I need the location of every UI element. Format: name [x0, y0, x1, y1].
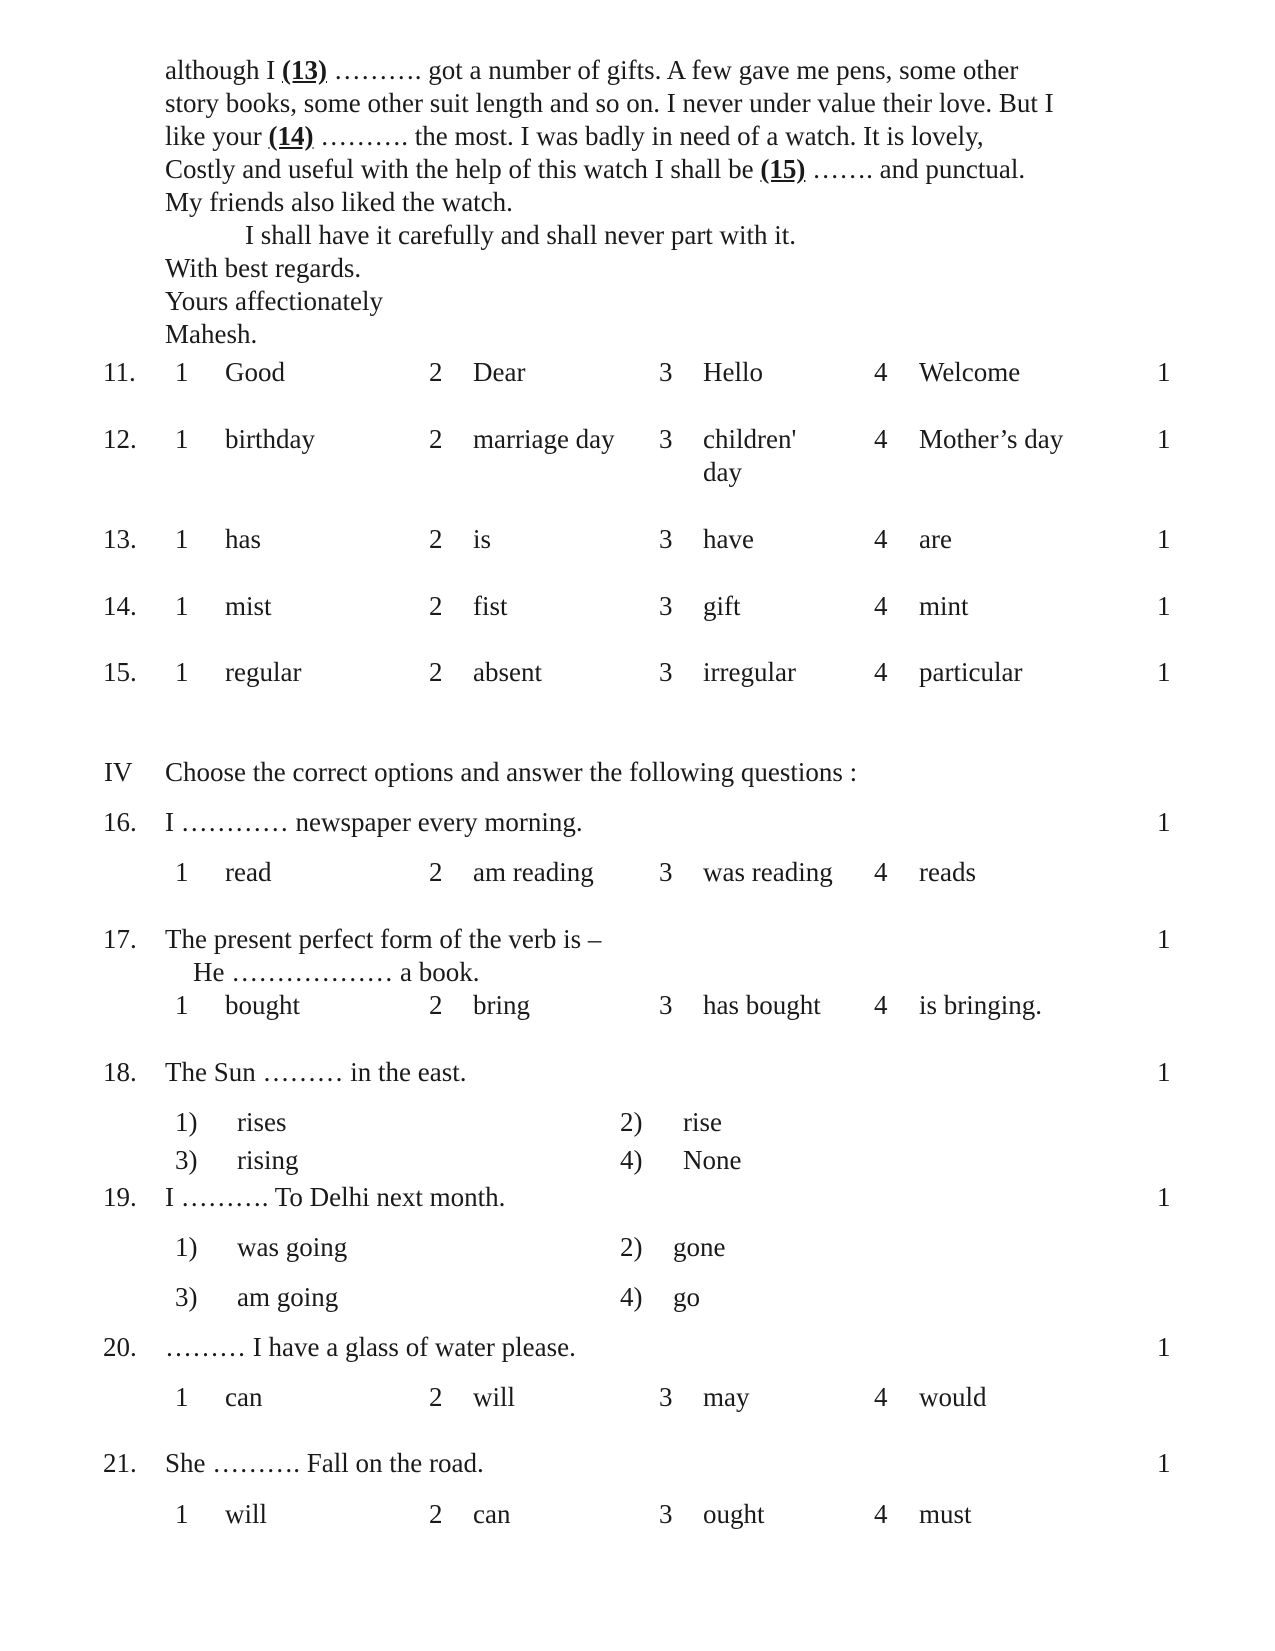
option-text[interactable]: mint [919, 591, 969, 621]
option-text[interactable]: rises [237, 1107, 287, 1137]
option-text[interactable]: rising [237, 1145, 299, 1175]
question-number: 12. [103, 424, 137, 454]
option-text[interactable]: am going [237, 1282, 339, 1312]
blank-14: (14) [268, 121, 314, 151]
option-number: 4 [874, 1382, 888, 1412]
question-number: 15. [103, 657, 137, 687]
letter-line: Costly and useful with the help of this watch I shall be (15) ……. and punctual. [165, 154, 1026, 184]
option-number: 2 [429, 524, 443, 554]
option-number: 4 [874, 591, 888, 621]
option-text[interactable]: fist [473, 591, 508, 621]
option-text[interactable]: can [473, 1499, 511, 1529]
option-text[interactable]: Hello [703, 357, 763, 387]
option-text[interactable]: are [919, 524, 952, 554]
section-title: Choose the correct options and answer the following questions : [165, 757, 858, 787]
option-text[interactable]: gone [673, 1232, 726, 1262]
marks: 1 [1157, 807, 1171, 837]
option-text[interactable]: Dear [473, 357, 526, 387]
marks: 1 [1157, 1057, 1171, 1087]
question-number: 21. [103, 1448, 137, 1478]
question-number: 20. [103, 1332, 137, 1362]
option-text[interactable]: particular [919, 657, 1023, 687]
option-text[interactable]: children' [703, 424, 797, 454]
option-number: 3 [659, 357, 673, 387]
option-number: 4 [874, 357, 888, 387]
option-number: 2) [620, 1232, 643, 1262]
blank-13: (13) [281, 55, 327, 85]
option-text[interactable]: has [225, 524, 261, 554]
option-text[interactable]: birthday [225, 424, 315, 454]
marks: 1 [1157, 357, 1171, 387]
option-number: 4) [620, 1282, 643, 1312]
option-number: 3 [659, 424, 673, 454]
option-text[interactable]: is bringing. [919, 990, 1043, 1020]
option-number: 4 [874, 990, 888, 1020]
option-text[interactable]: gift [703, 591, 741, 621]
letter-line: I shall have it carefully and shall never part with it. [245, 220, 797, 250]
option-number: 4 [874, 1499, 888, 1529]
question-text: The Sun ……… in the east. [165, 1057, 467, 1087]
blank-15: (15) [760, 154, 806, 184]
option-text[interactable]: rise [683, 1107, 722, 1137]
option-text[interactable]: ought [703, 1499, 765, 1529]
marks: 1 [1157, 657, 1171, 687]
question-number: 11. [103, 357, 136, 387]
marks: 1 [1157, 591, 1171, 621]
letter-closing: With best regards. [165, 253, 362, 283]
option-text[interactable]: Welcome [919, 357, 1021, 387]
option-number: 2 [429, 1499, 443, 1529]
option-number: 3 [659, 524, 673, 554]
question-number: 17. [103, 924, 137, 954]
option-number: 2) [620, 1107, 643, 1137]
option-number: 3 [659, 990, 673, 1020]
option-number: 4) [620, 1145, 643, 1175]
option-text[interactable]: has bought [703, 990, 821, 1020]
option-number: 2 [429, 591, 443, 621]
question-number: 14. [103, 591, 137, 621]
option-number: 1 [175, 857, 189, 887]
marks: 1 [1157, 924, 1171, 954]
letter-line: although I (13) ………. got a number of gifts. A few gave me pens, some other [165, 55, 1019, 85]
option-text[interactable]: absent [473, 657, 542, 687]
option-text[interactable]: have [703, 524, 754, 554]
letter-signature: Mahesh. [165, 319, 258, 349]
option-text[interactable]: go [673, 1282, 700, 1312]
option-text[interactable]: bring [473, 990, 530, 1020]
option-text[interactable]: am reading [473, 857, 594, 887]
option-number: 1) [175, 1232, 198, 1262]
option-text[interactable]: Mother’s day [919, 424, 1064, 454]
option-number: 1 [175, 591, 189, 621]
option-text[interactable]: would [919, 1382, 987, 1412]
question-number: 19. [103, 1182, 137, 1212]
option-text[interactable]: was reading [703, 857, 833, 887]
option-number: 4 [874, 424, 888, 454]
option-number: 3 [659, 657, 673, 687]
question-text: I ………. To Delhi next month. [165, 1182, 506, 1212]
option-number: 4 [874, 524, 888, 554]
option-number: 3) [175, 1145, 198, 1175]
marks: 1 [1157, 1332, 1171, 1362]
marks: 1 [1157, 1448, 1171, 1478]
option-number: 2 [429, 857, 443, 887]
option-text[interactable]: can [225, 1382, 263, 1412]
option-number: 3 [659, 857, 673, 887]
letter-line: story books, some other suit length and so on. I never under value their love. But I [165, 88, 1054, 118]
option-number: 3 [659, 1382, 673, 1412]
option-text[interactable]: read [225, 857, 272, 887]
letter-line: My friends also liked the watch. [165, 187, 513, 217]
letter-passage [165, 54, 1135, 351]
option-text[interactable]: must [919, 1499, 972, 1529]
option-number: 1 [175, 524, 189, 554]
option-number: 3 [659, 591, 673, 621]
option-text[interactable]: is [473, 524, 492, 554]
letter-line: like your (14) ………. the most. I was badly in need of a watch. It is lovely, [165, 121, 984, 151]
option-text[interactable]: may [703, 1382, 750, 1412]
option-text[interactable]: will [225, 1499, 268, 1529]
option-number: 2 [429, 1382, 443, 1412]
marks: 1 [1157, 1182, 1171, 1212]
marks: 1 [1157, 424, 1171, 454]
option-text[interactable]: None [683, 1145, 742, 1175]
option-number: 2 [429, 424, 443, 454]
question-text: I ………… newspaper every morning. [165, 807, 583, 837]
option-text[interactable]: bought [225, 990, 301, 1020]
option-number: 1) [175, 1107, 198, 1137]
option-number: 1 [175, 357, 189, 387]
section-number: IV [104, 757, 133, 787]
option-number: 2 [429, 357, 443, 387]
question-text: The present perfect form of the verb is – [165, 924, 602, 954]
option-text[interactable]: was going [237, 1232, 348, 1262]
option-text[interactable]: will [473, 1382, 516, 1412]
option-number: 2 [429, 990, 443, 1020]
marks: 1 [1157, 524, 1171, 554]
option-text[interactable]: Good [225, 357, 285, 387]
option-text[interactable]: irregular [703, 657, 796, 687]
letter-closing: Yours affectionately [165, 286, 383, 316]
option-text[interactable]: reads [919, 857, 976, 887]
option-number: 4 [874, 857, 888, 887]
option-number: 4 [874, 657, 888, 687]
question-text: She ………. Fall on the road. [165, 1448, 484, 1478]
question-number: 18. [103, 1057, 137, 1087]
option-number: 3) [175, 1282, 198, 1312]
option-number: 1 [175, 657, 189, 687]
option-number: 2 [429, 657, 443, 687]
option-text[interactable]: marriage day [473, 424, 615, 454]
option-number: 1 [175, 990, 189, 1020]
question-text: ……… I have a glass of water please. [165, 1332, 576, 1362]
option-text[interactable]: regular [225, 657, 302, 687]
option-number: 1 [175, 424, 189, 454]
question-number: 13. [103, 524, 137, 554]
option-number: 1 [175, 1382, 189, 1412]
option-text[interactable]: mist [225, 591, 272, 621]
option-number: 3 [659, 1499, 673, 1529]
question-subtext: He ……………… a book. [193, 957, 480, 987]
question-number: 16. [103, 807, 137, 837]
option-text-continued: day [703, 457, 742, 487]
option-number: 1 [175, 1499, 189, 1529]
